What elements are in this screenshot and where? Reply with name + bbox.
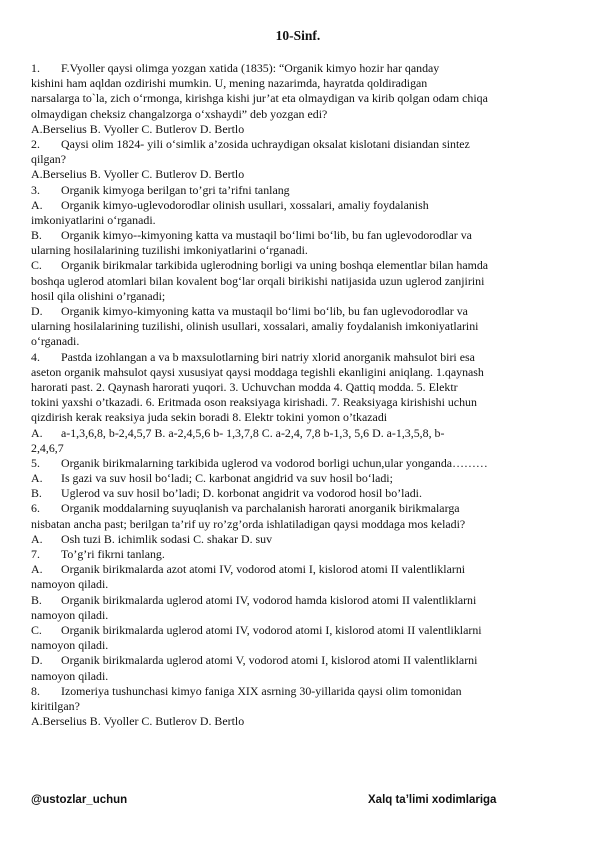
item-marker: A. xyxy=(31,471,43,486)
line-text: Uglerod va suv hosil bo’ladi; D. korbonat angidrit va vodorod hosil bo’ladi. xyxy=(61,486,422,501)
text-line xyxy=(31,714,573,729)
line-text: hosil qila olishini o’rganadi; xyxy=(31,288,166,303)
text-line xyxy=(31,501,573,516)
item-marker: C. xyxy=(31,258,42,273)
item-marker: A. xyxy=(31,197,43,212)
text-line xyxy=(31,350,573,365)
item-marker: 1. xyxy=(31,61,40,75)
line-text: harorati past. 2. Qaynash harorati yuqori. 3. Uchuvchan modda 4. Qattiq modda. 5. Elektr xyxy=(31,379,458,394)
text-line xyxy=(31,486,573,501)
text-line xyxy=(31,91,573,106)
line-text: A.Berselius B. Vyoller C. Butlerov D. Bertlo xyxy=(31,714,245,729)
line-text: olmaydigan cheksiz changalzorga o‘xshaydi” deb yozgan edi? xyxy=(31,106,328,121)
item-marker: D. xyxy=(31,304,43,318)
line-text: kishini ham aqldan ozdirishi mumkin. U, mening nazarimda, hayratda qoldiradigan xyxy=(31,76,428,91)
line-text: Osh tuzi B. ichimlik sodasi C. shakar D. suv xyxy=(61,531,273,546)
page-footer xyxy=(31,793,573,811)
footer-right-caption: Xalq ta’limi xodimlariga xyxy=(368,794,497,806)
item-marker: 8. xyxy=(31,683,40,698)
line-text: Organik kimyo-uglevodorodlar olinish usullari, xossalari, amaliy foydalanish xyxy=(61,197,429,212)
text-line xyxy=(31,562,573,577)
text-line xyxy=(31,365,573,380)
line-text: Organik birikmalarda uglerod atomi V, vodorod atomi I, kislorod atomi II valentliklarni xyxy=(61,653,478,668)
item-marker: A. xyxy=(31,562,43,577)
text-line xyxy=(31,122,573,137)
line-text: narsalarga to`la, zich o‘rmonga, kirishga kishi jur’at eta olmaydigan va kirib qolgan odam chiqa xyxy=(31,91,488,106)
line-text: ularning hosilalarining tuzilishi, olinish usullari, xossalari, amaliy foydalanish imkoniyatlarini xyxy=(31,319,479,334)
line-text: Pastda izohlangan a va b maxsulotlarning biri natriy xlorid anorganik mahsulot biri esa xyxy=(61,349,475,364)
text-line xyxy=(31,167,573,182)
text-line xyxy=(31,258,573,273)
text-line xyxy=(31,577,573,592)
line-text: tokini yaxshi o’tkazadi. 6. Eritmada oson reaksiyaga kirishadi. 7. Reaksiyaga kirishishi uchun xyxy=(31,395,477,410)
item-marker: 3. xyxy=(31,182,40,197)
text-line xyxy=(31,593,573,608)
text-line xyxy=(31,441,573,456)
text-line xyxy=(31,456,573,471)
line-text: Organik birikmalarda uglerod atomi IV, vodorod hamda kislorod atomi II valentliklarni xyxy=(61,592,477,607)
line-text: 2,4,6,7 xyxy=(31,440,64,455)
line-text: Organik birikmalarning tarkibida uglerod va vodorod borligi uchun,ular yonganda……… xyxy=(61,455,488,470)
line-text: namoyon qiladi. xyxy=(31,607,109,622)
text-line xyxy=(31,684,573,699)
item-marker: D. xyxy=(31,653,43,668)
text-line xyxy=(31,608,573,623)
line-text: F.Vyoller qaysi olimga yozgan xatida (1835): “Organik kimyo hozir har qanday xyxy=(61,61,440,75)
line-text: Organik birikmalarda uglerod atomi IV, vodorod atomi I, kislorod atomi II valentliklarni xyxy=(61,622,482,637)
line-text: A.Berselius B. Vyoller C. Butlerov D. Bertlo xyxy=(31,121,245,136)
line-text: qilgan? xyxy=(31,152,66,167)
text-line xyxy=(31,243,573,258)
text-line xyxy=(31,213,573,228)
line-text: Qaysi olim 1824- yili o‘simlik a’zosida uchraydigan oksalat kislotani disiandan sintez xyxy=(61,136,470,151)
line-text: namoyon qiladi. xyxy=(31,577,109,592)
item-marker: 2. xyxy=(31,136,40,151)
line-text: aseton organik mahsulot qaysi xususiyat qaysi moddaga tegishli ekanligini aniqlang. 1.qaynash xyxy=(31,364,484,379)
item-marker: A. xyxy=(31,531,43,546)
item-marker: B. xyxy=(31,592,42,607)
text-line xyxy=(31,410,573,425)
text-line xyxy=(31,304,573,319)
item-marker: 5. xyxy=(31,455,40,470)
line-text: To’g’ri fikrni tanlang. xyxy=(61,547,165,561)
text-line xyxy=(31,547,573,562)
line-text: kiritilgan? xyxy=(31,698,80,713)
line-text: a-1,3,6,8, b-2,4,5,7 B. a-2,4,5,6 b- 1,3,7,8 C. a-2,4, 7,8 b-1,3, 5,6 D. a-1,3,5,8, b- xyxy=(61,425,445,440)
item-marker: 7. xyxy=(31,547,40,561)
footer-left-handle: @ustozlar_uchun xyxy=(31,794,128,806)
text-line xyxy=(31,228,573,243)
item-marker: 6. xyxy=(31,501,40,516)
line-text: ularning hosilalarining tuzilishi imkoniyatlarini o‘rganadi. xyxy=(31,243,308,258)
text-line xyxy=(31,653,573,668)
line-text: imkoniyatlarini o‘rganadi. xyxy=(31,212,156,227)
text-line xyxy=(31,699,573,714)
text-line xyxy=(31,183,573,198)
line-text: Organik moddalarning suyuqlanish va parchalanish harorati anorganik birikmalarga xyxy=(61,501,460,516)
line-text: Organik kimyo-kimyoning katta va mustaqil bo‘limi bo‘lib, bu fan uglevodorodlar va xyxy=(61,304,468,318)
text-line xyxy=(31,395,573,410)
text-line xyxy=(31,623,573,638)
line-text: boshqa uglerod atomlari bilan kovalent bog‘lar orqali birikishi natijasida uzun uglerod zanjirini xyxy=(31,273,485,288)
line-text: Izomeriya tushunchasi kimyo faniga XIX asrning 30-yillarida qaysi olim tomonidan xyxy=(61,683,462,698)
line-text: Organik kimyoga berilgan to’gri ta’rifni tanlang xyxy=(61,182,290,197)
text-line xyxy=(31,274,573,289)
page-title: 10-Sinf. xyxy=(275,28,321,43)
text-line xyxy=(31,638,573,653)
text-line xyxy=(31,76,573,91)
line-text: A.Berselius B. Vyoller C. Butlerov D. Bertlo xyxy=(31,167,245,182)
line-text: namoyon qiladi. xyxy=(31,638,109,653)
item-marker: B. xyxy=(31,486,42,501)
line-text: namoyon qiladi. xyxy=(31,668,109,683)
text-line xyxy=(31,289,573,304)
text-line xyxy=(31,532,573,547)
line-text: nisbatan ancha past; berilgan ta’rif uy ro’zg’orda ishlatiladigan qaysi moddaga mos keladi? xyxy=(31,516,466,531)
item-marker: A. xyxy=(31,425,43,440)
text-line xyxy=(31,471,573,486)
item-marker: 4. xyxy=(31,349,40,364)
text-line xyxy=(31,61,573,76)
text-line xyxy=(31,517,573,532)
line-text: o‘rganadi. xyxy=(31,334,80,349)
text-line xyxy=(31,669,573,684)
line-text: Organik birikmalarda azot atomi IV, vodorod atomi I, kislorod atomi II valentliklarni xyxy=(61,562,466,577)
text-line xyxy=(31,380,573,395)
item-marker: C. xyxy=(31,622,42,637)
text-line xyxy=(31,107,573,122)
line-text: qizdirish kerak reaksiya juda sekin boradi 8. Elektr tokini yomon o’tkazadi xyxy=(31,410,388,425)
line-text: Organik birikmalar tarkibida uglerodning borligi va uning boshqa elementlar bilan hamda xyxy=(61,258,489,273)
line-text: Is gazi va suv hosil bo‘ladi; C. karbonat angidrid va suv hosil bo‘ladi; xyxy=(61,471,393,486)
item-marker: B. xyxy=(31,228,42,243)
text-line xyxy=(31,137,573,152)
text-line xyxy=(31,198,573,213)
text-line xyxy=(31,152,573,167)
line-text: Organik kimyo--kimyoning katta va mustaqil bo‘limi bo‘lib, bu fan uglevodorodlar va xyxy=(61,228,472,243)
text-line xyxy=(31,319,573,334)
document-body xyxy=(31,61,573,729)
text-line xyxy=(31,426,573,441)
text-line xyxy=(31,334,573,349)
